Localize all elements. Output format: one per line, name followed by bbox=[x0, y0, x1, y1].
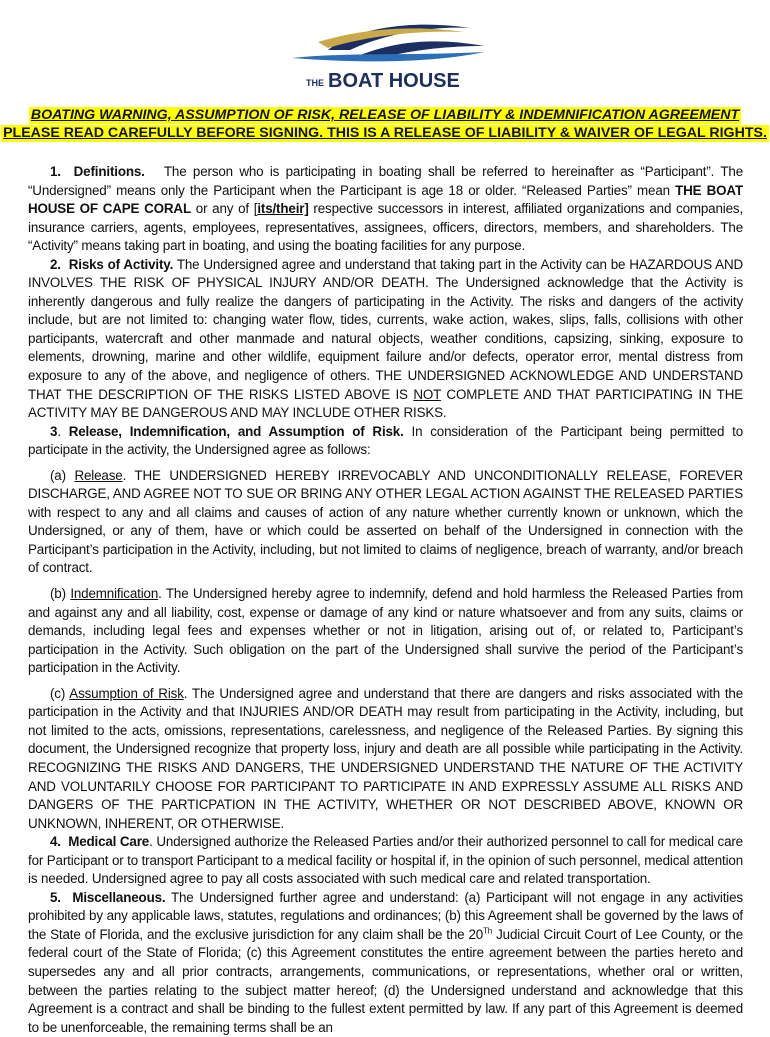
section-release: 3. Release, Indemnification, and Assumption of Risk. In consideration of the Participant being permitted to participate in the activity, the Undersigned agree as follows: bbox=[28, 423, 743, 458]
agreement-title: BOATING WARNING, ASSUMPTION OF RISK, RELEASE OF LIABILITY & INDEMNIFICATION AGREEMENT bbox=[30, 107, 740, 123]
section-title: Risks of Activity. bbox=[68, 256, 174, 272]
section-risks: 2. Risks of Activity. The Undersigned agree and understand that taking part in the Activity can be HAZARDOUS AND INVOLVES THE RISK OF PHYSICAL INJURY AND/OR DEATH. The Undersigned acknowledge that the Activity is inherently dangerous and fully realize the dangers of participating in the Activity. The risks and dangers of the activity include, but are not limited to: changing water flow, tides, currents, wake action, wakes, slips, falls, collisions with other participants, watercraft and other manmade and natural objects, weather conditions, capsizing, sinking, exposure to elements, drowning, marine and other wildlife, equipment failure and/or defects, operator error, mental distress from exposure to any of the above, and negligence of others. THE UNDERSIGNED ACKNOWLEDGE AND UNDERSTAND THAT THE DESCRIPTION OF THE RISKS LISTED ABOVE IS NOT COMPLETE AND THAT PARTICIPATING IN THE ACTIVITY MAY BE DANGEROUS AND MAY INCLUDE OTHER RISKS. bbox=[28, 256, 743, 421]
logo-name-text: BOAT HOUSE bbox=[328, 70, 460, 92]
section-definitions: 1. Definitions. The person who is participating in boating shall be referred to hereinafter as “Participant”. The “Undersigned” means only the Participant when the Participant is age 18 or older. “Released Parties” mean THE BOAT HOUSE OF CAPE CORAL or any of [its/their] respective successors in interest, affiliated organizations and companies, insurance carriers, agents, employees, representatives, assignees, officers, directors, members, and shareholders. The “Activity” means taking part in boating, and using the boating facilities for any purpose. bbox=[28, 164, 744, 254]
section-title: Medical Care bbox=[68, 834, 150, 850]
section-title: Miscellaneous. bbox=[72, 889, 166, 905]
section-miscellaneous: 5. Miscellaneous. The Undersigned further agree and understand: (a) Participant will not engage in any activities prohibited by any applicable laws, statutes, regulations and ordinances; (b) this Agreement shall be governed by the laws of the State of Florida, and the exclusive jurisdiction for any claim shall be the 20Th Judicial Circuit Court of Lee County, or the federal court of the State of Florida; (c) this Agreement constitutes the entire agreement between the parties hereto and supersedes any and all prior contracts, arrangements, communications, or representations, whether oral or written, between the parties relating to the subject matter hereof; (d) the Undersigned understand and acknowledge that this Agreement is a contract and shall be binding to the fullest extent permitted by law. If any part of this Agreement is deemed to be unenforceable, the remaining terms shall be an bbox=[28, 889, 744, 1035]
document-heading bbox=[0, 106, 770, 142]
boat-house-logo bbox=[288, 12, 488, 92]
section-medical-care: 4. Medical Care. Undersigned authorize the Released Parties and/or their authorized personnel to call for medical care for Participant or to transport Participant to a medical facility or hospital if, in the opinion of such personnel, medical attention is needed. Undersigned agree to pay all costs associated with such medical care and related transportation. bbox=[28, 834, 743, 887]
logo-the-text: THE bbox=[306, 78, 324, 88]
subsection-indemnification: (b) Indemnification. The Undersigned hereby agree to indemnify, defend and hold harmless the Released Parties from and against any and all liability, cost, expense or damage of any kind or nature whatsoever and from any suits, claims or demands, including legal fees and expenses whether or not in litigation, arising out of, or related to, Participant’s participation in the Activity. Such obligation on the part of the Undersigned shall survive the period of the Participant’s participation in the Activity. bbox=[28, 586, 743, 676]
subsection-release: (a) Release. THE UNDERSIGNED HEREBY IRREVOCABLY AND UNCONDITIONALLY RELEASE, FOREVER DISCHARGE, AND AGREE NOT TO SUE OR BRING ANY OTHER LEGAL ACTION AGAINST THE RELEASED PARTIES with respect to any and all claims and causes of action of any nature whether currently known or unknown, which the Undersigned, or any of them, have or which could be asserted on behalf of the Undersigned in connection with the Participant’s participation in the Activity, including, but not limited to claims of negligence, breach of warranty, and/or breach of contract. bbox=[28, 467, 743, 576]
agreement-warning: PLEASE READ CAREFULLY BEFORE SIGNING. THIS IS A RELEASE OF LIABILITY & WAIVER OF LEGAL RIGHTS. bbox=[3, 125, 767, 141]
section-title: Release, Indemnification, and Assumption of Risk. bbox=[60, 423, 404, 439]
subsection-assumption-of-risk: (c) Assumption of Risk. The Undersigned agree and understand that there are dangers and risks associated with the participation in the Activity and that INJURIES AND/OR DEATH may result from participating in the Activity, including, but not limited to the acts, omissions, representations, carelessness, and negligence of the Released Parties. By signing this document, the Undersigned recognize that property loss, injury and death are all possible while participating in the Activity. RECOGNIZING THE RISKS AND DANGERS, THE UNDERSIGNED UNDERSTAND THE NATURE OF THE ACTIVITY AND VOLUNTARILY CHOOSE FOR PARTICIPANT TO PARTICIPATE IN AND EXPRESSLY ASSUME ALL RISKS AND DANGERS OF THE PARTICPATION IN THE ACTIVITY, WHETHER OR NOT DESCRIBED ABOVE, KNOWN OR UNKNOWN, INHERENT, OR OTHERWISE. bbox=[28, 685, 744, 831]
section-title: Definitions. bbox=[73, 164, 145, 179]
agreement-body bbox=[28, 163, 743, 1037]
